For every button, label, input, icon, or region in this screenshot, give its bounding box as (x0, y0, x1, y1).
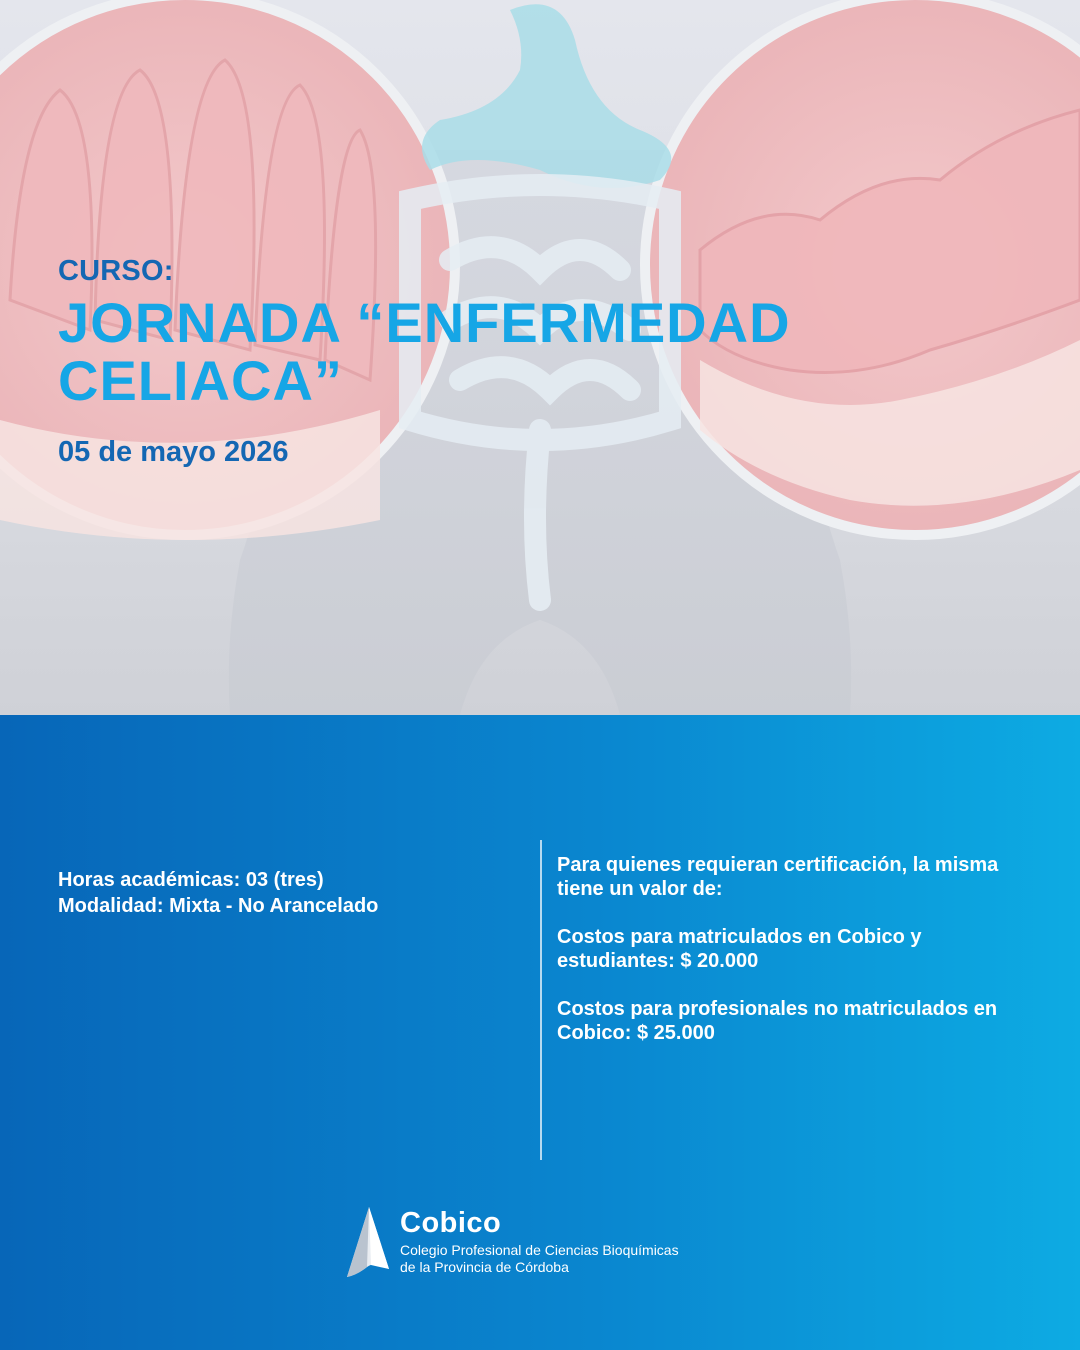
cost-nonmembers: Costos para profesionales no matriculados en Cobico: $ 25.000 (557, 998, 998, 1044)
pricing-info (557, 853, 1017, 1069)
cobico-logo-icon (345, 1205, 391, 1280)
course-info (58, 867, 378, 919)
academic-hours: Horas académicas: 03 (tres) (58, 869, 324, 891)
hero-text-block (58, 255, 958, 469)
brand-subtitle (400, 1242, 760, 1276)
brand-name: Cobico (400, 1207, 502, 1239)
cost-members: Costos para matriculados en Cobico y estudiantes: $ 20.000 (557, 926, 922, 972)
certification-note: Para quienes requieran certificación, la misma tiene un valor de: (557, 854, 999, 900)
cobico-logo (345, 1205, 765, 1280)
vertical-divider (540, 840, 542, 1160)
course-date: 05 de mayo 2026 (58, 436, 289, 468)
brand-subtitle-line2: de la Provincia de Córdoba (400, 1259, 569, 1275)
details-panel (0, 715, 1080, 1350)
course-title-line1: JORNADA “ENFERMEDAD (58, 291, 791, 354)
modality: Modalidad: Mixta - No Arancelado (58, 895, 379, 917)
course-title-line2: CELIACA” (58, 349, 343, 412)
course-kicker: CURSO: (58, 255, 174, 287)
course-title (58, 291, 958, 412)
brand-subtitle-line1: Colegio Profesional de Ciencias Bioquímicas (400, 1242, 679, 1258)
